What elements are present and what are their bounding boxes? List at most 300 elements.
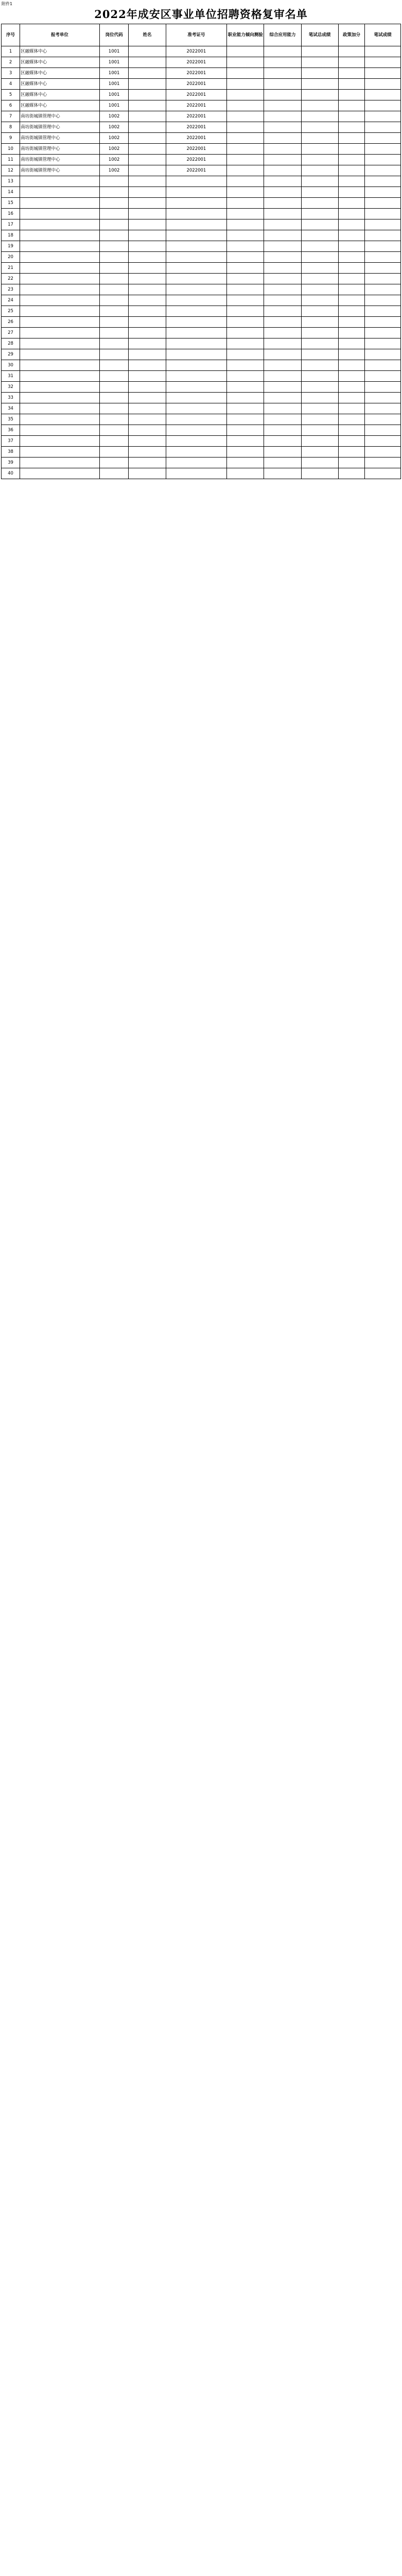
table-row: [2, 425, 401, 436]
cell-code: [99, 425, 129, 436]
cell-written-score: [365, 295, 401, 306]
cell-written-score: [365, 393, 401, 403]
table-row: [2, 263, 401, 274]
cell-applied: [264, 111, 301, 122]
cell-unit: [20, 230, 100, 241]
cell-index: 33: [2, 393, 20, 403]
cell-written-total: [301, 252, 338, 263]
cell-unit: [20, 198, 100, 209]
cell-index: 32: [2, 382, 20, 393]
table-row: [2, 219, 401, 230]
cell-written-total: [301, 393, 338, 403]
cell-index: 6: [2, 100, 20, 111]
cell-code: 1001: [99, 68, 129, 79]
table-row: [2, 328, 401, 338]
cell-aptitude: [227, 295, 264, 306]
cell-applied: [264, 263, 301, 274]
cell-exam-no: [166, 457, 227, 468]
cell-applied: [264, 360, 301, 371]
cell-applied: [264, 198, 301, 209]
cell-aptitude: [227, 122, 264, 133]
cell-code: [99, 263, 129, 274]
cell-written-total: [301, 198, 338, 209]
cell-index: 11: [2, 155, 20, 165]
cell-code: 1001: [99, 90, 129, 100]
cell-name: [129, 122, 166, 133]
cell-written-total: [301, 295, 338, 306]
cell-exam-no: [166, 328, 227, 338]
cell-code: [99, 382, 129, 393]
cell-index: 5: [2, 90, 20, 100]
cell-unit: [20, 219, 100, 230]
cell-written-total: [301, 457, 338, 468]
cell-code: [99, 252, 129, 263]
cell-name: [129, 241, 166, 252]
cell-name: [129, 176, 166, 187]
cell-exam-no: 2022001: [166, 144, 227, 155]
cell-written-total: [301, 100, 338, 111]
cell-exam-no: [166, 338, 227, 349]
cell-index: 28: [2, 338, 20, 349]
cell-code: [99, 393, 129, 403]
cell-bonus: [338, 230, 365, 241]
cell-code: [99, 198, 129, 209]
cell-name: [129, 425, 166, 436]
cell-unit: [20, 306, 100, 317]
cell-exam-no: [166, 349, 227, 360]
cell-bonus: [338, 155, 365, 165]
cell-applied: [264, 79, 301, 90]
cell-unit: 区融媒体中心: [20, 100, 100, 111]
cell-unit: [20, 263, 100, 274]
cell-aptitude: [227, 57, 264, 68]
cell-bonus: [338, 165, 365, 176]
cell-code: 1002: [99, 111, 129, 122]
cell-unit: [20, 436, 100, 447]
cell-written-score: [365, 263, 401, 274]
cell-written-score: [365, 468, 401, 479]
cell-name: [129, 457, 166, 468]
cell-index: 20: [2, 252, 20, 263]
cell-exam-no: [166, 284, 227, 295]
cell-unit: [20, 457, 100, 468]
cell-applied: [264, 90, 301, 100]
cell-index: 22: [2, 274, 20, 284]
cell-name: [129, 436, 166, 447]
cell-unit: [20, 349, 100, 360]
cell-name: [129, 393, 166, 403]
cell-written-score: [365, 100, 401, 111]
cell-name: [129, 57, 166, 68]
cell-written-score: [365, 57, 401, 68]
cell-bonus: [338, 393, 365, 403]
cell-aptitude: [227, 176, 264, 187]
cell-applied: [264, 338, 301, 349]
cell-index: 34: [2, 403, 20, 414]
cell-written-total: [301, 338, 338, 349]
cell-index: 25: [2, 306, 20, 317]
cell-written-total: [301, 468, 338, 479]
cell-written-score: [365, 241, 401, 252]
cell-unit: [20, 295, 100, 306]
cell-index: 3: [2, 68, 20, 79]
cell-name: [129, 403, 166, 414]
cell-name: [129, 263, 166, 274]
col-header-exam-no: 准考证号: [166, 24, 227, 46]
cell-written-total: [301, 90, 338, 100]
cell-aptitude: [227, 317, 264, 328]
cell-applied: [264, 403, 301, 414]
cell-aptitude: [227, 338, 264, 349]
col-header-name: 姓名: [129, 24, 166, 46]
cell-written-total: [301, 447, 338, 457]
table-row: [2, 187, 401, 198]
attachment-label: 附件1: [2, 2, 13, 6]
cell-unit: [20, 403, 100, 414]
cell-exam-no: 2022001: [166, 46, 227, 57]
cell-written-total: [301, 79, 338, 90]
cell-code: [99, 241, 129, 252]
cell-applied: [264, 187, 301, 198]
cell-exam-no: 2022001: [166, 122, 227, 133]
cell-applied: [264, 284, 301, 295]
cell-name: [129, 371, 166, 382]
table-row: [2, 284, 401, 295]
cell-exam-no: 2022001: [166, 90, 227, 100]
cell-bonus: [338, 328, 365, 338]
cell-unit: [20, 176, 100, 187]
cell-written-score: [365, 252, 401, 263]
cell-unit: [20, 393, 100, 403]
cell-name: [129, 187, 166, 198]
cell-aptitude: [227, 79, 264, 90]
cell-applied: [264, 317, 301, 328]
cell-exam-no: [166, 393, 227, 403]
cell-unit: 区融媒体中心: [20, 68, 100, 79]
table-row: [2, 209, 401, 219]
cell-index: 16: [2, 209, 20, 219]
cell-applied: [264, 209, 301, 219]
document-title: 2022年成安区事业单位招聘资格复审名单: [94, 8, 308, 21]
cell-exam-no: [166, 230, 227, 241]
cell-unit: 南坊街城镇管理中心: [20, 133, 100, 144]
cell-applied: [264, 122, 301, 133]
cell-aptitude: [227, 252, 264, 263]
cell-written-score: [365, 414, 401, 425]
cell-aptitude: [227, 165, 264, 176]
cell-index: 38: [2, 447, 20, 457]
cell-aptitude: [227, 371, 264, 382]
cell-code: [99, 371, 129, 382]
cell-name: [129, 414, 166, 425]
cell-name: [129, 46, 166, 57]
cell-exam-no: [166, 414, 227, 425]
cell-bonus: [338, 425, 365, 436]
cell-bonus: [338, 46, 365, 57]
cell-name: [129, 468, 166, 479]
cell-index: 1: [2, 46, 20, 57]
cell-name: [129, 198, 166, 209]
cell-written-score: [365, 284, 401, 295]
cell-index: 26: [2, 317, 20, 328]
cell-applied: [264, 252, 301, 263]
cell-aptitude: [227, 284, 264, 295]
cell-aptitude: [227, 219, 264, 230]
cell-bonus: [338, 436, 365, 447]
cell-aptitude: [227, 90, 264, 100]
cell-bonus: [338, 219, 365, 230]
col-header-index: 序号: [2, 24, 20, 46]
cell-applied: [264, 295, 301, 306]
cell-aptitude: [227, 263, 264, 274]
cell-unit: [20, 447, 100, 457]
cell-applied: [264, 46, 301, 57]
cell-exam-no: [166, 382, 227, 393]
cell-written-score: [365, 371, 401, 382]
cell-aptitude: [227, 187, 264, 198]
cell-name: [129, 68, 166, 79]
cell-unit: 南坊街城镇管理中心: [20, 155, 100, 165]
cell-bonus: [338, 414, 365, 425]
cell-written-total: [301, 230, 338, 241]
cell-written-score: [365, 68, 401, 79]
cell-aptitude: [227, 360, 264, 371]
cell-code: [99, 274, 129, 284]
cell-unit: [20, 360, 100, 371]
cell-applied: [264, 447, 301, 457]
cell-written-total: [301, 436, 338, 447]
cell-unit: [20, 187, 100, 198]
table-row: [2, 317, 401, 328]
cell-written-total: [301, 284, 338, 295]
cell-index: 23: [2, 284, 20, 295]
cell-unit: [20, 338, 100, 349]
cell-written-total: [301, 414, 338, 425]
cell-code: [99, 284, 129, 295]
cell-index: 35: [2, 414, 20, 425]
cell-code: [99, 468, 129, 479]
cell-index: 9: [2, 133, 20, 144]
cell-unit: [20, 328, 100, 338]
cell-name: [129, 306, 166, 317]
cell-written-total: [301, 219, 338, 230]
cell-name: [129, 100, 166, 111]
table-row: [2, 111, 401, 122]
cell-unit: [20, 414, 100, 425]
cell-bonus: [338, 382, 365, 393]
cell-aptitude: [227, 274, 264, 284]
table-row: [2, 68, 401, 79]
table-row: [2, 165, 401, 176]
cell-name: [129, 230, 166, 241]
cell-written-score: [365, 436, 401, 447]
cell-aptitude: [227, 414, 264, 425]
cell-bonus: [338, 403, 365, 414]
cell-aptitude: [227, 198, 264, 209]
cell-unit: [20, 252, 100, 263]
cell-bonus: [338, 144, 365, 155]
cell-bonus: [338, 284, 365, 295]
cell-aptitude: [227, 436, 264, 447]
cell-index: 2: [2, 57, 20, 68]
cell-index: 40: [2, 468, 20, 479]
cell-index: 24: [2, 295, 20, 306]
cell-exam-no: [166, 317, 227, 328]
cell-code: [99, 317, 129, 328]
table-row: [2, 447, 401, 457]
cell-name: [129, 90, 166, 100]
cell-index: 10: [2, 144, 20, 155]
cell-written-total: [301, 382, 338, 393]
cell-code: 1001: [99, 57, 129, 68]
cell-code: [99, 338, 129, 349]
cell-name: [129, 317, 166, 328]
cell-aptitude: [227, 155, 264, 165]
cell-code: [99, 447, 129, 457]
cell-applied: [264, 133, 301, 144]
cell-code: [99, 403, 129, 414]
cell-aptitude: [227, 241, 264, 252]
table-row: [2, 100, 401, 111]
cell-exam-no: 2022001: [166, 68, 227, 79]
table-header-row: [2, 24, 401, 46]
cell-written-score: [365, 111, 401, 122]
table-row: [2, 133, 401, 144]
cell-unit: [20, 241, 100, 252]
cell-aptitude: [227, 349, 264, 360]
cell-name: [129, 252, 166, 263]
cell-code: 1002: [99, 144, 129, 155]
cell-index: 12: [2, 165, 20, 176]
cell-name: [129, 219, 166, 230]
cell-aptitude: [227, 209, 264, 219]
cell-bonus: [338, 111, 365, 122]
cell-bonus: [338, 349, 365, 360]
table-row: [2, 468, 401, 479]
cell-exam-no: [166, 306, 227, 317]
cell-applied: [264, 328, 301, 338]
cell-code: 1001: [99, 79, 129, 90]
cell-written-score: [365, 425, 401, 436]
cell-written-score: [365, 122, 401, 133]
cell-applied: [264, 241, 301, 252]
cell-exam-no: 2022001: [166, 165, 227, 176]
cell-aptitude: [227, 425, 264, 436]
cell-index: 15: [2, 198, 20, 209]
col-header-unit: 报考单位: [20, 24, 100, 46]
cell-applied: [264, 414, 301, 425]
cell-index: 39: [2, 457, 20, 468]
cell-exam-no: [166, 274, 227, 284]
cell-name: [129, 447, 166, 457]
cell-written-total: [301, 306, 338, 317]
cell-written-total: [301, 403, 338, 414]
cell-name: [129, 295, 166, 306]
cell-name: [129, 284, 166, 295]
cell-written-total: [301, 144, 338, 155]
table-row: [2, 393, 401, 403]
cell-written-score: [365, 198, 401, 209]
cell-written-total: [301, 155, 338, 165]
cell-aptitude: [227, 393, 264, 403]
cell-written-score: [365, 403, 401, 414]
cell-unit: 南坊街城镇管理中心: [20, 144, 100, 155]
cell-written-total: [301, 176, 338, 187]
cell-index: 18: [2, 230, 20, 241]
cell-unit: [20, 371, 100, 382]
cell-code: [99, 414, 129, 425]
cell-bonus: [338, 360, 365, 371]
cell-aptitude: [227, 468, 264, 479]
cell-written-total: [301, 57, 338, 68]
cell-index: 30: [2, 360, 20, 371]
cell-written-score: [365, 133, 401, 144]
cell-exam-no: [166, 219, 227, 230]
cell-applied: [264, 425, 301, 436]
cell-written-total: [301, 209, 338, 219]
cell-unit: [20, 425, 100, 436]
table-row: [2, 382, 401, 393]
cell-bonus: [338, 263, 365, 274]
cell-aptitude: [227, 133, 264, 144]
cell-bonus: [338, 306, 365, 317]
cell-bonus: [338, 295, 365, 306]
cell-aptitude: [227, 403, 264, 414]
cell-aptitude: [227, 306, 264, 317]
cell-exam-no: [166, 436, 227, 447]
table-row: [2, 295, 401, 306]
cell-code: [99, 306, 129, 317]
cell-written-score: [365, 90, 401, 100]
cell-index: 31: [2, 371, 20, 382]
cell-written-total: [301, 317, 338, 328]
cell-bonus: [338, 90, 365, 100]
cell-exam-no: [166, 360, 227, 371]
cell-name: [129, 133, 166, 144]
table-row: [2, 230, 401, 241]
cell-bonus: [338, 274, 365, 284]
col-header-code: 岗位代码: [99, 24, 129, 46]
cell-code: [99, 230, 129, 241]
table-row: [2, 371, 401, 382]
cell-applied: [264, 306, 301, 317]
cell-applied: [264, 57, 301, 68]
cell-written-score: [365, 144, 401, 155]
cell-bonus: [338, 57, 365, 68]
cell-applied: [264, 176, 301, 187]
cell-aptitude: [227, 328, 264, 338]
cell-aptitude: [227, 382, 264, 393]
cell-written-total: [301, 241, 338, 252]
cell-index: 36: [2, 425, 20, 436]
cell-index: 8: [2, 122, 20, 133]
cell-unit: [20, 468, 100, 479]
cell-code: [99, 349, 129, 360]
cell-unit: [20, 284, 100, 295]
col-header-written-total: 笔试总成绩: [301, 24, 338, 46]
cell-written-score: [365, 209, 401, 219]
cell-written-score: [365, 338, 401, 349]
cell-aptitude: [227, 447, 264, 457]
cell-written-total: [301, 111, 338, 122]
table-row: [2, 155, 401, 165]
cell-written-score: [365, 457, 401, 468]
cell-exam-no: 2022001: [166, 100, 227, 111]
col-header-aptitude: 职业能力倾向测验: [227, 24, 264, 46]
cell-code: 1001: [99, 100, 129, 111]
qualification-review-table: [1, 24, 401, 479]
cell-unit: 区融媒体中心: [20, 90, 100, 100]
